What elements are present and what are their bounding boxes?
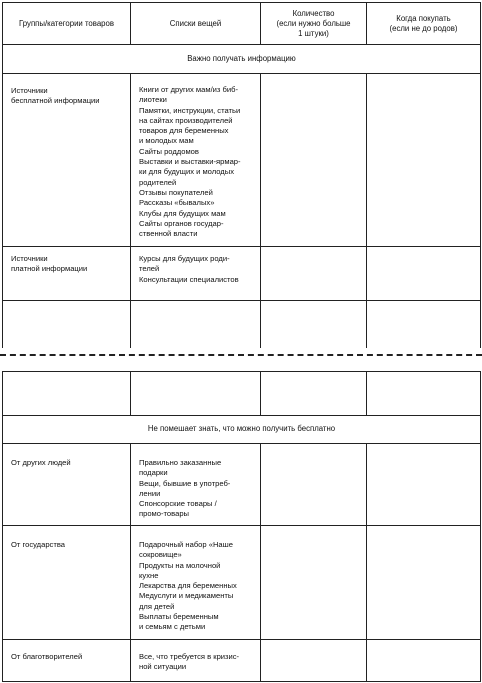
- group-line: От других людей: [11, 458, 71, 467]
- table-row: [3, 74, 481, 247]
- group-line: Источники: [11, 254, 48, 263]
- table-row-empty: [3, 372, 481, 416]
- item-line: и семьям с детьми: [139, 622, 206, 632]
- group-cell: [3, 372, 131, 416]
- item-line: на сайтах производителей: [139, 115, 233, 125]
- items-cell: [131, 247, 261, 301]
- table-row: [3, 640, 481, 682]
- group-cell: [3, 301, 131, 355]
- group-cell: [3, 247, 131, 301]
- item-line: Сайты роддомов: [139, 146, 199, 156]
- header-col-quantity: [261, 3, 367, 45]
- item-line: Памятки, инструкции, статьи: [139, 105, 241, 115]
- group-line: От государства: [11, 540, 65, 549]
- when-cell: [367, 526, 481, 640]
- item-line: телей: [139, 264, 160, 274]
- items-cell: [131, 74, 261, 247]
- page-break-gap: [0, 348, 482, 372]
- when-cell: [367, 640, 481, 682]
- quantity-cell: [261, 301, 367, 355]
- group-line: платной информации: [11, 264, 88, 274]
- quantity-cell: [261, 640, 367, 682]
- item-line: Все, что требуется в кризис-: [139, 652, 240, 661]
- group-cell: [3, 444, 131, 526]
- when-cell: [367, 444, 481, 526]
- item-line: Спонсорские товары /: [139, 499, 217, 509]
- item-line: Выплаты беременным: [139, 612, 219, 622]
- header-quantity-line: Количество: [292, 8, 335, 18]
- group-cell: [3, 526, 131, 640]
- group-cell: [3, 640, 131, 682]
- quantity-cell: [261, 372, 367, 416]
- header-col-when: [367, 3, 481, 45]
- header-col-groups: Группы/категории товаров: [3, 3, 131, 45]
- header-when-line: Когда покупать: [396, 13, 451, 23]
- table-row: [3, 247, 481, 301]
- group-line: бесплатной информации: [11, 96, 100, 106]
- table-row: [3, 526, 481, 640]
- item-line: и молодых мам: [139, 136, 194, 146]
- items-cell: [131, 301, 261, 355]
- item-line: Консультации специалистов: [139, 274, 239, 284]
- section-row: [3, 416, 481, 444]
- items-cell: [131, 372, 261, 416]
- quantity-cell: [261, 247, 367, 301]
- item-line: Продукты на молочной: [139, 560, 221, 570]
- section-row: [3, 45, 481, 74]
- when-cell: [367, 247, 481, 301]
- when-cell: [367, 301, 481, 355]
- item-line: Клубы для будущих мам: [139, 208, 226, 218]
- items-cell: [131, 444, 261, 526]
- group-line: Источники: [11, 86, 48, 95]
- item-line: ственной власти: [139, 229, 198, 239]
- section-title: Важно получать информацию: [3, 45, 481, 74]
- page-break-dashed-line: [0, 354, 482, 356]
- quantity-cell: [261, 74, 367, 247]
- item-line: Правильно заказанные: [139, 458, 222, 467]
- when-cell: [367, 372, 481, 416]
- item-line: ной ситуации: [139, 662, 187, 672]
- upper-table: [2, 2, 481, 355]
- item-line: промо-товары: [139, 509, 190, 519]
- header-quantity-line: (если нужно больше: [276, 18, 351, 28]
- item-line: товаров для беременных: [139, 126, 229, 136]
- section-title: Не помешает знать, что можно получить бесплатно: [3, 416, 481, 444]
- quantity-cell: [261, 526, 367, 640]
- item-line: Лекарства для беременных: [139, 581, 237, 591]
- item-line: родителей: [139, 177, 177, 187]
- item-line: лиотеки: [139, 95, 167, 105]
- header-when-line: (если не до родов): [389, 23, 458, 33]
- item-line: лении: [139, 488, 161, 498]
- item-line: для детей: [139, 601, 175, 611]
- item-line: Подарочный набор «Наше: [139, 540, 233, 549]
- header-quantity-line: 1 штуки): [298, 28, 329, 38]
- item-line: Отзывы покупателей: [139, 187, 213, 197]
- item-line: кухне: [139, 570, 159, 580]
- item-line: Рассказы «бывалых»: [139, 198, 215, 208]
- when-cell: [367, 74, 481, 247]
- item-line: Курсы для будущих роди-: [139, 254, 230, 263]
- item-line: Сайты органов государ-: [139, 218, 224, 228]
- lower-table: [2, 371, 481, 682]
- item-line: Медуслуги и медикаменты: [139, 591, 234, 601]
- item-line: Вещи, бывшие в употреб-: [139, 478, 231, 488]
- item-line: подарки: [139, 468, 168, 478]
- item-line: сокровище»: [139, 550, 182, 560]
- items-cell: [131, 526, 261, 640]
- table-row: [3, 444, 481, 526]
- group-line: От благотворителей: [11, 652, 83, 661]
- item-line: Книги от других мам/из биб-: [139, 85, 238, 94]
- table-row-empty: [3, 301, 481, 355]
- header-row: [3, 3, 481, 45]
- item-line: ки для будущих и молодых: [139, 167, 234, 177]
- group-cell: [3, 74, 131, 247]
- items-cell: [131, 640, 261, 682]
- header-col-items: Списки вещей: [131, 3, 261, 45]
- item-line: Выставки и выставки-ярмар-: [139, 157, 241, 167]
- quantity-cell: [261, 444, 367, 526]
